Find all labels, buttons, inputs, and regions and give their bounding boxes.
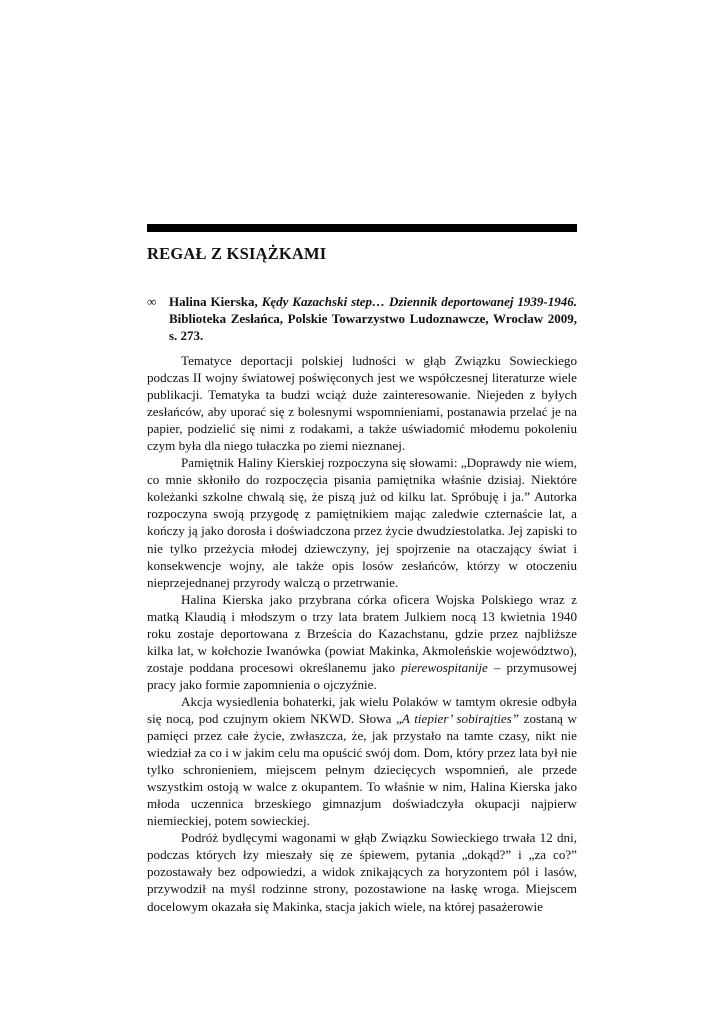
paragraph-3-text-a: Halina Kierska jako przybrana córka oficera Wojska Polskiego wraz z matką Klaudią i młodszym o trzy lata bratem Julkiem nocą 13 kwietnia 1940 roku zostaje deportowana z Brześcia do Kazachstanu, gdzie przez najbliższe kilka lat, w kołchozie Iwanówka (powiat Makinka, Akmoleńskie województwo), zostaje poddana procesowi określanemu jako [147, 591, 577, 675]
paragraph-4-text-a: Akcja wysiedlenia bohaterki, jak wielu Polaków w tamtym okresie odbyła się nocą, pod czujnym okiem NKWD. Słowa „ [147, 693, 577, 726]
bib-book-title: Kędy Kazachski step… Dziennik deportowanej 1939-1946. [261, 294, 577, 309]
paragraph-3-term: pierewospitanije [401, 659, 488, 675]
infinity-bullet-icon: ∞ [147, 294, 157, 309]
paragraph-4-text-b: zostaną w pamięci przez całe życie, zwłaszcza, że, jak przystało na tamte czasy, nikt nie wiedział za co i w jakim celu ma opuścić swój dom. Dom, który przez lata był nie tylko schronieniem, miejscem pełnym dziecięcych wspomnień, ale przede wszystkim ostoją w walce z okupantem. To właśnie w nim, Halina Kierska jako młoda uczennica brzeskiego gimnazjum doświadczyła okupacji najpierw niemieckiej, potem sowieckiej. [147, 710, 578, 829]
review-body [147, 352, 577, 915]
paragraph-2: Pamiętnik Haliny Kierskiej rozpoczyna się słowami: „Doprawdy nie wiem, co mnie skłoniło do rozpoczęcia pisania pamiętnika właśnie dzisiaj. Niektóre koleżanki szkolne chwalą się, że piszą już od kilku lat. Spróbuję i ja.” Autorka rozpoczyna swoją przygodę z pamiętnikiem mając zaledwie czternaście lat, a kończy ją jako dorosła i doświadczona przez życie dwudziestolatka. Jej zapiski to nie tylko przeżycia młodej dziewczyny, jej spojrzenie na otaczający świat i konsekwencje wojny, ale także opis losów zesłańców, którzy w otoczeniu nieprzejednanej przyrody walczą o przetrwanie. [147, 455, 577, 590]
paragraph-1: Tematyce deportacji polskiej ludności w głąb Związku Sowieckiego podczas II wojny światowej poświęconych jest we współczesnej literaturze wiele publikacji. Tematyka ta budzi wciąż duże zainteresowanie. Niejeden z byłych zesłańców, aby uporać się z bolesnymi wspomnieniami, postanawia przelać je na papier, podzielić się nimi z rodakami, a także uświadomić młodemu pokoleniu czym była dla niego tułaczka po ziemi nieznanej. [147, 353, 577, 454]
paragraph-4-quote: A tiepier’ sobirajties” [401, 710, 520, 726]
section-title: REGAŁ Z KSIĄŻKAMI [147, 244, 327, 263]
bib-publisher: Biblioteka Zesłańca, Polskie Towarzystwo Ludoznawcze, Wrocław 2009, s. 273. [169, 311, 577, 343]
paragraph-4 [147, 693, 577, 829]
bibliography-text [169, 293, 577, 344]
paragraph-3 [147, 591, 577, 693]
paragraph-5: Podróż bydlęcymi wagonami w głąb Związku Sowieckiego trwała 12 dni, podczas których łzy mieszały się ze śpiewem, pytania „dokąd?” i „za co?” pozostawały bez odpowiedzi, a widok znikających za horyzontem pól i lasów, przywodził na myśl rodzinne strony, pozostawione na łaskę wroga. Miejscem docelowym okazała się Makinka, stacja jakich wiele, na której pasażerowie [147, 830, 577, 914]
bibliography-entry [147, 293, 577, 344]
paragraph-3-text-b: – przymusowej pracy jako formie zapomnienia o ojczyźnie. [147, 659, 578, 692]
header-rule [147, 224, 577, 232]
bib-author: Halina Kierska, [169, 294, 262, 309]
